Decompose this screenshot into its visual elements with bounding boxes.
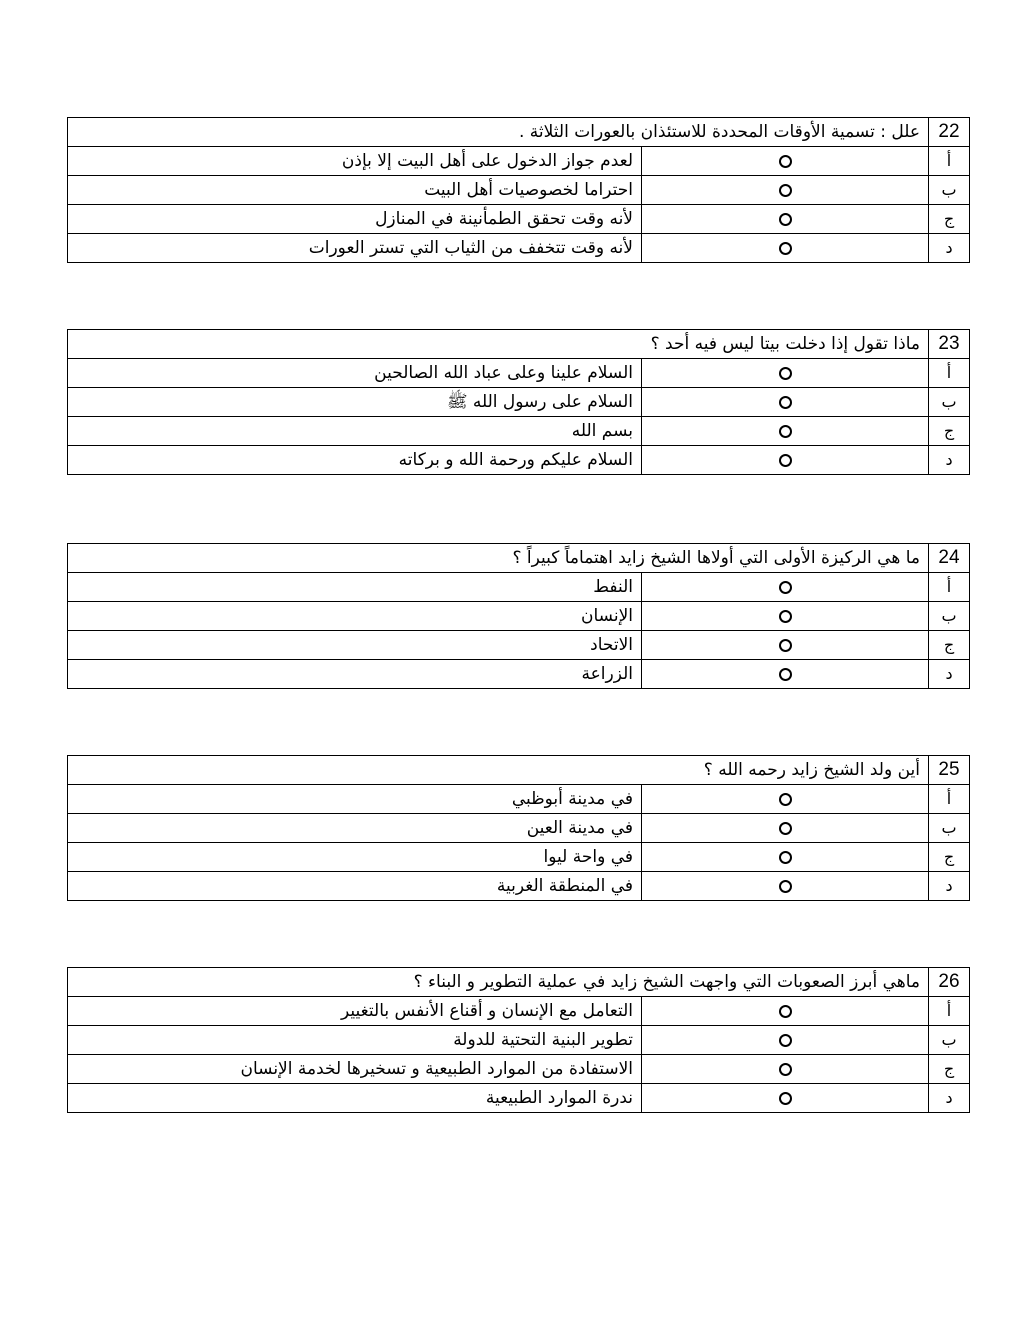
- option-letter: ج: [929, 631, 970, 660]
- question-26-table: [67, 967, 970, 1113]
- radio-circle-icon[interactable]: [779, 668, 792, 681]
- radio-circle-icon[interactable]: [779, 184, 792, 197]
- option-text: لأنه وقت تحقق الطمأنينة في المنازل: [68, 205, 642, 234]
- option-row[interactable]: [68, 785, 970, 814]
- option-radio[interactable]: [642, 1026, 929, 1055]
- radio-circle-icon[interactable]: [779, 851, 792, 864]
- option-radio[interactable]: [642, 176, 929, 205]
- option-text: السلام علينا وعلى عباد الله الصالحين: [68, 359, 642, 388]
- option-text: السلام عليكم ورحمة الله و بركاته: [68, 446, 642, 475]
- question-number: 22: [929, 118, 970, 147]
- option-radio[interactable]: [642, 147, 929, 176]
- option-text: احتراما لخصوصيات أهل البيت: [68, 176, 642, 205]
- option-radio[interactable]: [642, 843, 929, 872]
- radio-circle-icon[interactable]: [779, 1092, 792, 1105]
- radio-circle-icon[interactable]: [779, 155, 792, 168]
- question-row: [68, 968, 970, 997]
- option-text: الاستفادة من الموارد الطبيعية و تسخيرها لخدمة الإنسان: [68, 1055, 642, 1084]
- option-row[interactable]: [68, 872, 970, 901]
- radio-circle-icon[interactable]: [779, 1005, 792, 1018]
- option-radio[interactable]: [642, 814, 929, 843]
- option-row[interactable]: [68, 388, 970, 417]
- radio-circle-icon[interactable]: [779, 213, 792, 226]
- option-row[interactable]: [68, 446, 970, 475]
- option-text: في المنطقة الغربية: [68, 872, 642, 901]
- option-text: التعامل مع الإنسان و أقناع الأنفس بالتغيير: [68, 997, 642, 1026]
- option-row[interactable]: [68, 843, 970, 872]
- option-text: الإنسان: [68, 602, 642, 631]
- option-radio[interactable]: [642, 785, 929, 814]
- option-radio[interactable]: [642, 417, 929, 446]
- option-text: في مدينة أبوظبي: [68, 785, 642, 814]
- option-letter: أ: [929, 997, 970, 1026]
- radio-circle-icon[interactable]: [779, 610, 792, 623]
- option-letter: ب: [929, 388, 970, 417]
- option-text: الاتحاد: [68, 631, 642, 660]
- option-text: في واحة ليوا: [68, 843, 642, 872]
- option-radio[interactable]: [642, 997, 929, 1026]
- option-letter: ب: [929, 176, 970, 205]
- question-number: 25: [929, 756, 970, 785]
- radio-circle-icon[interactable]: [779, 454, 792, 467]
- question-row: [68, 544, 970, 573]
- option-row[interactable]: [68, 602, 970, 631]
- question-row: [68, 756, 970, 785]
- option-radio[interactable]: [642, 1084, 929, 1113]
- option-row[interactable]: [68, 660, 970, 689]
- option-row[interactable]: [68, 814, 970, 843]
- option-radio[interactable]: [642, 446, 929, 475]
- option-radio[interactable]: [642, 1055, 929, 1084]
- question-row: [68, 118, 970, 147]
- radio-circle-icon[interactable]: [779, 1034, 792, 1047]
- option-text: ندرة الموارد الطبيعية: [68, 1084, 642, 1113]
- radio-circle-icon[interactable]: [779, 880, 792, 893]
- question-text: علل : تسمية الأوقات المحددة للاستئذان بالعورات الثلاثة .: [68, 118, 929, 147]
- question-text: ماذا تقول إذا دخلت بيتا ليس فيه أحد ؟: [68, 330, 929, 359]
- option-text: النفط: [68, 573, 642, 602]
- option-text: تطوير البنية التحتية للدولة: [68, 1026, 642, 1055]
- question-text: ما هي الركيزة الأولى التي أولاها الشيخ زايد اهتماماً كبيراً ؟: [68, 544, 929, 573]
- radio-circle-icon[interactable]: [779, 822, 792, 835]
- question-row: [68, 330, 970, 359]
- option-row[interactable]: [68, 573, 970, 602]
- question-24-table: [67, 543, 970, 689]
- option-row[interactable]: [68, 1055, 970, 1084]
- option-row[interactable]: [68, 1084, 970, 1113]
- question-22-table: [67, 117, 970, 263]
- option-row[interactable]: [68, 359, 970, 388]
- option-letter: أ: [929, 147, 970, 176]
- question-number: 26: [929, 968, 970, 997]
- option-row[interactable]: [68, 1026, 970, 1055]
- question-text: ماهي أبرز الصعوبات التي واجهت الشيخ زايد في عملية التطوير و البناء ؟: [68, 968, 929, 997]
- radio-circle-icon[interactable]: [779, 581, 792, 594]
- option-text: في مدينة العين: [68, 814, 642, 843]
- question-number: 24: [929, 544, 970, 573]
- option-letter: ب: [929, 602, 970, 631]
- option-letter: ج: [929, 205, 970, 234]
- radio-circle-icon[interactable]: [779, 367, 792, 380]
- radio-circle-icon[interactable]: [779, 396, 792, 409]
- option-row[interactable]: [68, 997, 970, 1026]
- option-row[interactable]: [68, 234, 970, 263]
- option-letter: أ: [929, 785, 970, 814]
- option-letter: د: [929, 660, 970, 689]
- option-row[interactable]: [68, 417, 970, 446]
- option-radio[interactable]: [642, 359, 929, 388]
- option-letter: ج: [929, 843, 970, 872]
- option-letter: أ: [929, 359, 970, 388]
- option-text: السلام على رسول الله ﷺ: [68, 388, 642, 417]
- radio-circle-icon[interactable]: [779, 1063, 792, 1076]
- option-text: بسم الله: [68, 417, 642, 446]
- option-row[interactable]: [68, 176, 970, 205]
- option-radio[interactable]: [642, 660, 929, 689]
- option-radio[interactable]: [642, 573, 929, 602]
- question-text: أين ولد الشيخ زايد رحمه الله ؟: [68, 756, 929, 785]
- option-radio[interactable]: [642, 205, 929, 234]
- option-radio[interactable]: [642, 602, 929, 631]
- option-letter: د: [929, 872, 970, 901]
- option-row[interactable]: [68, 147, 970, 176]
- radio-circle-icon[interactable]: [779, 639, 792, 652]
- radio-circle-icon[interactable]: [779, 793, 792, 806]
- option-letter: ج: [929, 1055, 970, 1084]
- option-letter: ج: [929, 417, 970, 446]
- radio-circle-icon[interactable]: [779, 425, 792, 438]
- option-radio[interactable]: [642, 631, 929, 660]
- option-radio[interactable]: [642, 872, 929, 901]
- option-text: لأنه وقت تتخفف من الثياب التي تستر العورات: [68, 234, 642, 263]
- option-radio[interactable]: [642, 234, 929, 263]
- radio-circle-icon[interactable]: [779, 242, 792, 255]
- option-text: الزراعة: [68, 660, 642, 689]
- question-number: 23: [929, 330, 970, 359]
- option-text: لعدم جواز الدخول على أهل البيت إلا بإذن: [68, 147, 642, 176]
- option-letter: د: [929, 234, 970, 263]
- question-25-table: [67, 755, 970, 901]
- option-letter: د: [929, 1084, 970, 1113]
- option-row[interactable]: [68, 631, 970, 660]
- question-23-table: [67, 329, 970, 475]
- option-letter: ب: [929, 1026, 970, 1055]
- option-letter: أ: [929, 573, 970, 602]
- option-row[interactable]: [68, 205, 970, 234]
- option-letter: ب: [929, 814, 970, 843]
- option-letter: د: [929, 446, 970, 475]
- option-radio[interactable]: [642, 388, 929, 417]
